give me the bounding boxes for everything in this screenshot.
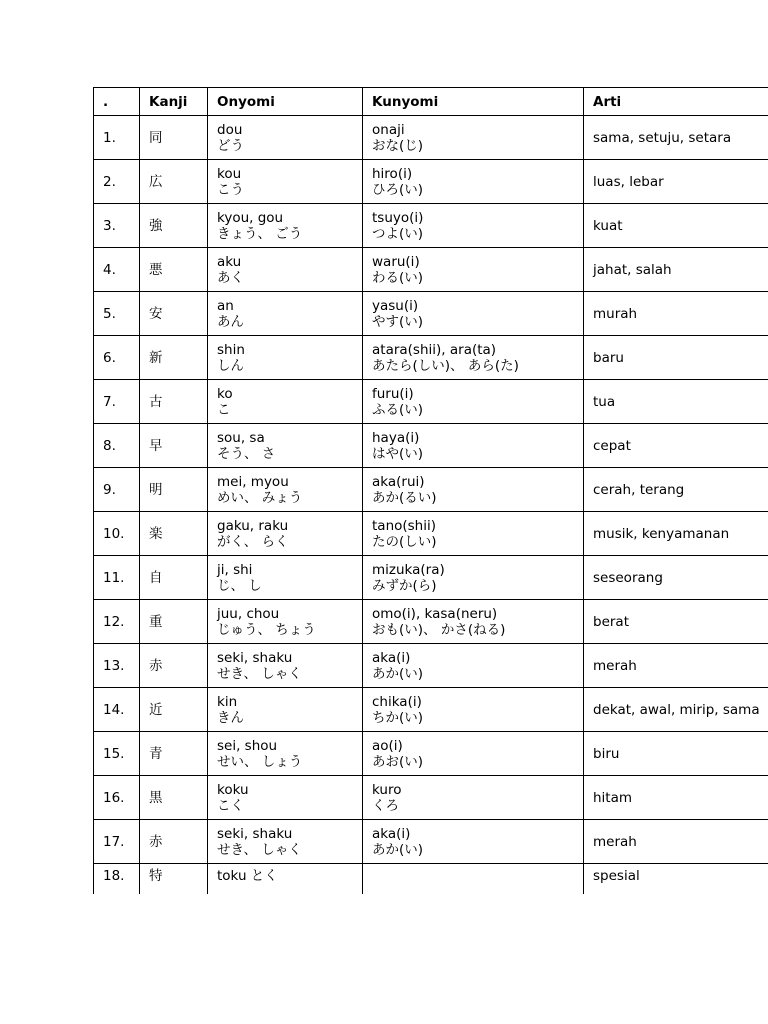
table-row [94,336,768,380]
row-kunyomi [363,424,584,468]
row-kanji [140,292,208,336]
row-kanji [140,600,208,644]
row-kunyomi [363,732,584,776]
arti-text: tua [593,393,616,410]
arti-text: musik, kenyamanan [593,525,730,542]
row-number [94,556,140,600]
row-kunyomi [363,160,584,204]
row-arti: spesial [584,864,768,895]
kunyomi-kana: はや(い) [372,445,424,462]
row-number-text: 3. [103,217,116,234]
row-kanji [140,160,208,204]
row-kanji [140,512,208,556]
arti-text: cerah, terang [593,481,685,498]
row-number [94,776,140,820]
row-kunyomi [363,512,584,556]
table-row [94,204,768,248]
row-arti [584,336,768,380]
row-onyomi [208,644,363,688]
kunyomi-kana: くろ [372,797,399,814]
kunyomi-kana: おな(じ) [372,137,424,154]
onyomi-kana: せい、 しょう [217,753,303,770]
row-onyomi [208,512,363,556]
kanji-character: 広 [149,173,163,190]
kanji-character: 悪 [149,261,163,278]
kanji-character: 新 [149,349,163,366]
row-number-text: 15. [103,745,125,762]
row-number-text: 5. [103,305,116,322]
row-kunyomi [363,380,584,424]
arti-text: seseorang [593,569,663,586]
row-kanji [140,688,208,732]
kunyomi-romaji: furu(i) [372,385,414,402]
onyomi-romaji: mei, myou [217,473,289,490]
row-arti [584,468,768,512]
row-number: 18. [94,864,140,895]
row-number [94,468,140,512]
kunyomi-kana: あか(い) [372,841,424,858]
row-number [94,292,140,336]
onyomi-kana: どう [217,137,244,154]
row-onyomi [208,424,363,468]
kanji-character: 早 [149,437,163,454]
arti-text: murah [593,305,638,322]
row-arti [584,424,768,468]
row-onyomi [208,248,363,292]
arti-text: kuat [593,217,623,234]
onyomi-kana: こう [217,181,244,198]
onyomi-kana: しん [217,357,244,374]
arti-text: jahat, salah [593,261,672,278]
row-onyomi [208,292,363,336]
onyomi-romaji: ji, shi [217,561,253,578]
onyomi-romaji: ko [217,385,233,402]
table-row [94,512,768,556]
row-number [94,688,140,732]
onyomi-romaji: aku [217,253,242,270]
arti-text: hitam [593,789,633,806]
arti-text: sama, setuju, setara [593,129,732,146]
row-kanji [140,336,208,380]
row-onyomi [208,776,363,820]
onyomi-romaji: koku [217,781,249,798]
row-number [94,248,140,292]
row-kunyomi [363,776,584,820]
row-kanji [140,820,208,864]
table-row [94,600,768,644]
kunyomi-romaji: haya(i) [372,429,420,446]
row-number [94,336,140,380]
row-arti [584,732,768,776]
arti-text: dekat, awal, mirip, sama [593,701,760,718]
kanji-character: 強 [149,217,163,234]
kunyomi-kana: ちか(い) [372,709,424,726]
row-onyomi [208,820,363,864]
row-number-text: 17. [103,833,125,850]
arti-text: biru [593,745,620,762]
kunyomi-kana: やす(い) [372,313,424,330]
row-arti [584,160,768,204]
row-kanji [140,468,208,512]
table-row [94,160,768,204]
kanji-character: 赤 [149,657,163,674]
kanji-character: 同 [149,129,163,146]
row-number-text: 12. [103,613,125,630]
row-kanji [140,644,208,688]
header-number: . [94,88,140,116]
kunyomi-kana: あか(るい) [372,489,437,506]
row-arti [584,292,768,336]
row-arti [584,204,768,248]
header-kunyomi: Kunyomi [363,88,584,116]
row-number-text: 2. [103,173,116,190]
arti-text: luas, lebar [593,173,664,190]
arti-text: cepat [593,437,631,454]
row-arti [584,116,768,160]
table-row [94,644,768,688]
kunyomi-romaji: chika(i) [372,693,422,710]
kunyomi-romaji: mizuka(ra) [372,561,445,578]
kunyomi-kana: つよ(い) [372,225,424,242]
row-number-text: 8. [103,437,116,454]
kunyomi-kana: おも(い)、 かさ(ねる) [372,621,506,638]
onyomi-romaji: seki, shaku [217,825,293,842]
header-onyomi: Onyomi [208,88,363,116]
onyomi-kana: きょう、 ごう [217,225,303,242]
kunyomi-kana: あか(い) [372,665,424,682]
table-row [94,776,768,820]
arti-text: merah [593,833,637,850]
row-number [94,732,140,776]
arti-text: baru [593,349,624,366]
row-onyomi [208,732,363,776]
row-onyomi [208,160,363,204]
row-number [94,512,140,556]
row-number-text: 10. [103,525,125,542]
row-number [94,424,140,468]
kunyomi-kana: あお(い) [372,753,424,770]
row-onyomi [208,600,363,644]
row-onyomi [208,380,363,424]
table-row [94,424,768,468]
header-kanji: Kanji [140,88,208,116]
row-kunyomi [363,820,584,864]
row-onyomi: toku とく [208,864,363,895]
row-number-text: 14. [103,701,125,718]
onyomi-kana: じ、 し [217,577,262,594]
kunyomi-romaji: tano(shii) [372,517,437,534]
table-row [94,864,768,895]
row-kanji [140,248,208,292]
row-number-text: 11. [103,569,125,586]
onyomi-romaji: gaku, raku [217,517,289,534]
onyomi-romaji: sou, sa [217,429,265,446]
row-number [94,160,140,204]
row-number [94,116,140,160]
row-number-text: 6. [103,349,116,366]
onyomi-romaji: juu, chou [217,605,280,622]
onyomi-romaji: kin [217,693,238,710]
row-onyomi [208,116,363,160]
kunyomi-romaji: omo(i), kasa(neru) [372,605,498,622]
onyomi-kana: せき、 しゃく [217,841,302,858]
kanji-character: 近 [149,701,163,718]
row-number-text: 7. [103,393,116,410]
row-kunyomi [363,864,584,895]
row-kunyomi [363,600,584,644]
table-row [94,556,768,600]
row-kunyomi [363,644,584,688]
kunyomi-kana: ふる(い) [372,401,424,418]
row-kanji [140,116,208,160]
row-kanji [140,732,208,776]
kanji-table [93,87,768,894]
row-arti [584,556,768,600]
row-number-text: 13. [103,657,125,674]
row-kanji [140,556,208,600]
onyomi-kana: あん [217,313,244,330]
onyomi-kana: がく、 らく [217,533,289,550]
kanji-character: 安 [149,305,163,322]
row-kanji: 特 [140,864,208,895]
row-onyomi [208,688,363,732]
kunyomi-romaji: tsuyo(i) [372,209,424,226]
table-row [94,820,768,864]
kanji-character: 明 [149,481,163,498]
table-row [94,116,768,160]
row-kunyomi [363,556,584,600]
kanji-character: 重 [149,613,163,630]
onyomi-kana: こく [217,797,244,814]
kunyomi-romaji: ao(i) [372,737,403,754]
onyomi-kana: あく [217,269,244,286]
onyomi-kana: きん [217,709,244,726]
arti-text: berat [593,613,629,630]
kunyomi-romaji: aka(rui) [372,473,425,490]
row-number [94,204,140,248]
row-arti [584,380,768,424]
kunyomi-romaji: kuro [372,781,402,798]
row-kunyomi [363,336,584,380]
kunyomi-romaji: aka(i) [372,649,411,666]
table-row [94,292,768,336]
row-arti [584,776,768,820]
row-onyomi [208,336,363,380]
row-kunyomi [363,204,584,248]
row-number-text: 4. [103,261,116,278]
onyomi-romaji: kou [217,165,242,182]
table-row [94,380,768,424]
row-onyomi [208,556,363,600]
row-kunyomi [363,116,584,160]
onyomi-romaji: sei, shou [217,737,278,754]
row-arti [584,512,768,556]
kanji-character: 赤 [149,833,163,850]
kunyomi-kana: ひろ(い) [372,181,424,198]
row-number-text: 1. [103,129,116,146]
onyomi-kana: こ [217,401,231,418]
kunyomi-romaji: onaji [372,121,405,138]
kanji-character: 楽 [149,525,163,542]
kunyomi-kana: あたら(しい)、 あら(た) [372,357,519,374]
kanji-character: 自 [149,569,163,586]
onyomi-romaji: dou [217,121,243,138]
kunyomi-romaji: waru(i) [372,253,420,270]
onyomi-kana: そう、 さ [217,445,276,462]
onyomi-romaji: an [217,297,234,314]
arti-text: merah [593,657,637,674]
kunyomi-romaji: yasu(i) [372,297,419,314]
row-number [94,380,140,424]
onyomi-kana: じゅう、 ちょう [217,621,316,638]
row-kanji [140,380,208,424]
row-kunyomi [363,292,584,336]
onyomi-romaji: kyou, gou [217,209,284,226]
row-arti [584,688,768,732]
table-row [94,468,768,512]
onyomi-romaji: shin [217,341,245,358]
row-number [94,600,140,644]
kunyomi-kana: わる(い) [372,269,424,286]
kunyomi-romaji: atara(shii), ara(ta) [372,341,497,358]
row-kunyomi [363,468,584,512]
kunyomi-kana: みずか(ら) [372,577,437,594]
row-kanji [140,204,208,248]
onyomi-kana: せき、 しゃく [217,665,302,682]
table-row [94,248,768,292]
row-kunyomi [363,688,584,732]
row-onyomi [208,204,363,248]
kunyomi-romaji: hiro(i) [372,165,413,182]
kanji-character: 古 [149,393,163,410]
row-arti [584,600,768,644]
onyomi-kana: めい、 みょう [217,489,303,506]
row-number-text: 16. [103,789,125,806]
table-header-row [94,88,768,116]
row-kunyomi [363,248,584,292]
kanji-character: 黒 [149,789,163,806]
row-number-text: 9. [103,481,116,498]
row-arti [584,820,768,864]
table-row [94,688,768,732]
row-onyomi [208,468,363,512]
kanji-character: 青 [149,745,163,762]
kunyomi-kana: たの(しい) [372,533,437,550]
header-arti: Arti [584,88,768,116]
table-row [94,732,768,776]
kunyomi-romaji: aka(i) [372,825,411,842]
row-arti [584,644,768,688]
row-kanji [140,776,208,820]
row-kanji [140,424,208,468]
row-arti [584,248,768,292]
row-number [94,820,140,864]
row-number [94,644,140,688]
onyomi-romaji: seki, shaku [217,649,293,666]
